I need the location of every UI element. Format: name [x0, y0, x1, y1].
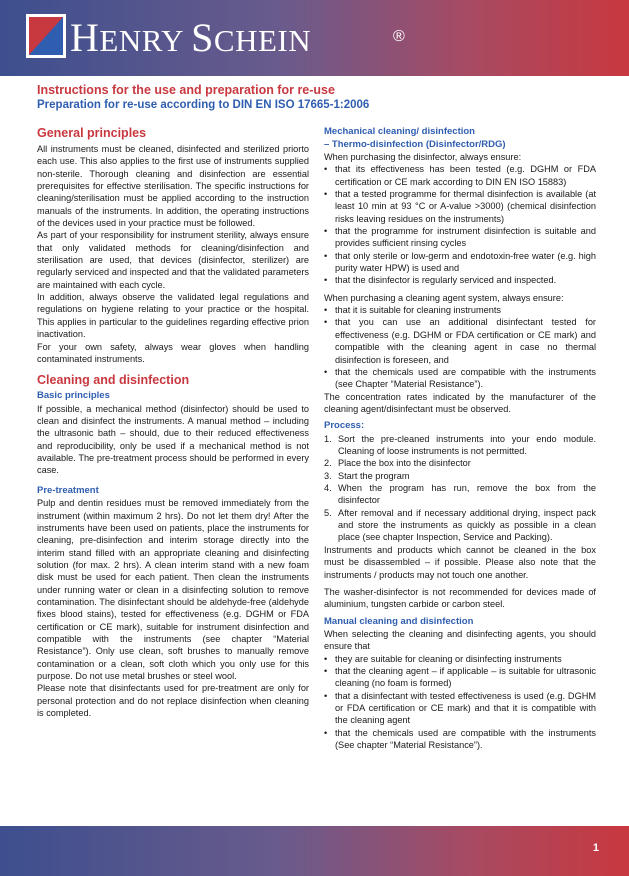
document-title: Instructions for the use and preparation for re-use [37, 83, 335, 97]
disinfector-checklist [324, 163, 596, 286]
paragraph: For your own safety, always wear gloves when handling contaminated instruments. [37, 341, 309, 364]
paragraph: Please note that disinfectants used for pre-treatment are only for personal protection and do not replace disinfection when cleaning is completed. [37, 683, 309, 719]
step-number: 1. [324, 433, 332, 444]
list-item: • that the chemicals used are compatible with the instruments (see Chapter “Material Resistance”). [324, 366, 596, 391]
paragraph: The washer-disinfector is not recommended for devices made of aluminium, tungsten carbide or carbon steel. [324, 586, 596, 610]
page-number: 1 [592, 842, 599, 854]
step-number: 3. [324, 470, 332, 481]
list-item: • that the programme for instrument disinfection is suitable and provides sufficient rinsing cycles [324, 225, 596, 250]
list-item: • that a disinfectant with tested effectiveness is used (e.g. DGHM or FDA certification or CE mark) and that it is compatible with the cleaning agent [324, 690, 596, 727]
list-item [324, 433, 596, 458]
mechanical-cleaning-heading: Mechanical cleaning/ disinfection [324, 126, 475, 137]
process-heading: Process: [324, 420, 365, 432]
step-text: After removal and if necessary additional drying, inspect pack and store the instruments as quickly as possible in a clean place (see chapter Inspection, Service and Packing). [338, 507, 596, 543]
thermo-disinfection-heading: – Thermo-disinfection (Disinfector/RDG) [324, 138, 506, 150]
manual-cleaning-heading: Manual cleaning and disinfection [324, 615, 474, 627]
general-principles-heading: General principles [37, 126, 147, 140]
paragraph: In addition, always observe the validated legal regulations and regulations on hygiene relating to your practice or the hospital. This applies in particular to the guidelines regarding effective prion inactivation. [37, 292, 309, 340]
list-item [324, 507, 596, 544]
list-item [324, 457, 596, 469]
process-steps [324, 433, 596, 544]
step-text: Sort the pre-cleaned instruments into your endo module. Cleaning of loose instruments is not permitted. [338, 433, 596, 457]
pre-treatment-heading: Pre-treatment [37, 484, 99, 496]
list-item: • that its effectiveness has been tested (e.g. DGHM or FDA certification or CE mark according to DIN EN ISO 15883) [324, 163, 596, 188]
paragraph: Pulp and dentin residues must be removed immediately from the instrument (within maximum 2 hrs). Do not let them dry! After the instruments have been used on patients, place the instruments for cleaning, pre-disinfection and interim storage directly into the interim stand filled with an appropriate cleaning and disinfecting solution (for max. 2 hrs). A clean interim stand with a new foam disk must be used for each patient. Then clean the instruments under running water or clean in a disinfecting solution to remove contamination. The disinfectant should be aldehyde-free (aldehyde fixes blood stains), tested for effectiveness (e.g. DGHM or FDA certification or CE mark), suitable for instrument disinfection and compatible with the instruments (see chapter “Material Resistance”). Only use clean, soft brushes to manually remove contamination or a clean, soft cloth which you only use for this purpose. Do not use metal brushes or steel wool. [37, 498, 309, 682]
list-item [324, 482, 596, 507]
footer-band [0, 826, 629, 876]
step-text: Place the box into the disinfector [338, 458, 471, 469]
paragraph: When purchasing a cleaning agent system, always ensure: [324, 292, 564, 303]
list-item: • that the disinfector is regularly serviced and inspected. [324, 274, 596, 286]
document-subtitle: Preparation for re-use according to DIN EN ISO 17665-1:2006 [37, 99, 370, 111]
cleaning-agent-checklist [324, 304, 596, 390]
manual-agent-checklist [324, 653, 596, 752]
paragraph: As part of your responsibility for instrument sterility, always ensure that only validated methods for cleaning/disinfection and sterilisation are used, that devices (disinfector, sterilizer) are regularly serviced and inspected and that the validated parameters are maintained with each cycle. [37, 230, 309, 290]
registered-mark: ® [393, 28, 405, 45]
list-item: • that you can use an additional disinfectant tested for effectiveness (e.g. DGHM or FDA certification or CE mark) and compatible with the cleaning agent in case no thermal disinfection is foreseen, and [324, 316, 596, 365]
list-item: • that a tested programme for thermal disinfection is available (at least 10 min at 93 °C or A-value >3000) (chemical disinfection risks leaving residues on the instruments) [324, 188, 596, 225]
step-text: When the program has run, remove the box from the disinfector [338, 483, 596, 506]
list-item: • they are suitable for cleaning or disinfecting instruments [324, 653, 596, 665]
list-item [324, 470, 596, 482]
paragraph: Instruments and products which cannot be cleaned in the box must be disassembled – if possible. Please also note that the instruments / products may not touch one another. [324, 544, 596, 580]
paragraph: The concentration rates indicated by the manufacturer of the cleaning agent/disinfectant must be observed. [324, 391, 596, 414]
paragraph: If possible, a mechanical method (disinfector) should be used to clean and disinfect the instruments. A manual method – including the ultrasonic bath – should, due to their reduced effectiveness and reproducibility, only be used if a mechanical method is not available. The pre-treatment process should be performed in every case. [37, 403, 309, 476]
right-column [324, 126, 596, 751]
header-band [0, 0, 629, 76]
henry-schein-logo-icon [26, 14, 66, 58]
left-column [37, 126, 309, 719]
paragraph: All instruments must be cleaned, disinfected and sterilized priorto each use. This also applies to the first use of instruments supplied non-sterile. Thorough cleaning and disinfection are essential prerequisites for effective sterilisation. The specific instructions for cleaning/sterilisation must be applied according to the instruction manuals of the instruments. In addition, the operating instructions of the devices used in your practice must be followed. [37, 144, 309, 229]
step-text: Start the program [338, 470, 410, 481]
list-item: • that the chemicals used are compatible with the instruments (See chapter “Material Resistance”). [324, 727, 596, 752]
list-item: • that the cleaning agent – if applicable – is suitable for ultrasonic cleaning (no foam is formed) [324, 665, 596, 690]
step-number: 5. [324, 507, 332, 518]
cleaning-disinfection-heading: Cleaning and disinfection [37, 373, 190, 388]
step-number: 4. [324, 483, 332, 494]
basic-principles-heading: Basic principles [37, 390, 110, 402]
brand-wordmark: HENRY SCHEIN [70, 15, 312, 60]
paragraph: When purchasing the disinfector, always ensure: [324, 152, 522, 162]
list-item: • that only sterile or low-germ and endotoxin-free water (e.g. high purity water HPW) is used and [324, 250, 596, 275]
paragraph: When selecting the cleaning and disinfecting agents, you should ensure that [324, 629, 596, 652]
list-item: • that it is suitable for cleaning instruments [324, 304, 596, 316]
step-number: 2. [324, 458, 332, 469]
